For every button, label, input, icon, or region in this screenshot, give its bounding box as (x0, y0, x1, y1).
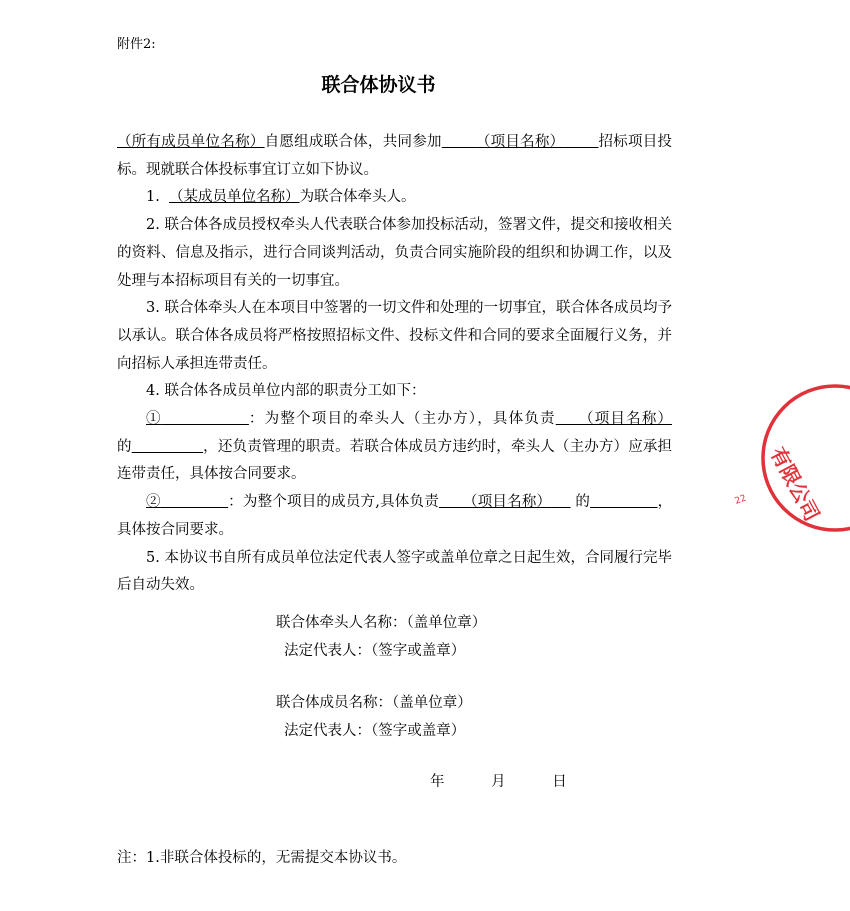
members-field: （所有成员单位名称） (117, 134, 265, 150)
clause-2: 2. 联合体各成员授权牵头人代表联合体参加投标活动，签署文件，提交和接收相关的资料、信息及指示，进行合同谈判活动，负责合同实施阶段的组织和协调工作，以及处理与本招标项目有关的一切事宜。 (117, 217, 672, 289)
date-line (430, 770, 589, 791)
seal-text: 有限公司 (765, 443, 825, 525)
clause-1: 1. （某成员单位名称）为联合体牵头人。 (146, 189, 416, 206)
intro-text-2: 招标项目投标。现就联合体投标事宜订立如下协议。 (117, 134, 673, 178)
date-day: 日 (552, 774, 567, 790)
member-signature-block (276, 690, 472, 745)
intro-text-1: 自愿组成联合体，共同参加 (264, 134, 442, 150)
date-year: 年 (430, 774, 445, 790)
lead-signature-block (276, 610, 486, 665)
footnote: 注：1.非联合体投标的，无需提交本协议书。 (117, 850, 407, 866)
item-2-project-field: （项目名称） (463, 494, 552, 511)
document-title: 联合体协议书 (321, 74, 436, 96)
item-1-blank: ① (146, 411, 162, 428)
item-2-duty-blank (590, 494, 657, 510)
item-1-project-field: （项目名称） (579, 411, 673, 428)
lead-name-line: 联合体牵头人名称：（盖单位章） (276, 615, 487, 631)
lead-member-field: （某成员单位名称） (169, 189, 300, 206)
agreement-body (117, 129, 672, 600)
member-rep-line: 法定代表人：（签字或盖章） (284, 722, 466, 739)
date-month: 月 (491, 774, 506, 790)
project-field: （项目名称） (475, 134, 565, 150)
item-1-duty-blank (132, 439, 204, 455)
item-2-blank: ② (146, 494, 161, 511)
clause-4: 4. 联合体各成员单位内部的职责分工如下： (146, 383, 426, 400)
intro-paragraph (117, 129, 672, 184)
seal-code: 22 (733, 493, 748, 507)
duty-item-2: ② ：为整个项目的成员方,具体负责 （项目名称） 的 ，具体按合同要求。 (117, 494, 673, 538)
company-seal-stamp (733, 380, 850, 550)
clause-3: 3. 联合体牵头人在本项目中签署的一切文件和处理的一切事宜，联合体各成员均予以承认。联合体各成员将严格按照招标文件、投标文件和合同的要求全面履行义务，并向招标人承担连带责任。 (117, 300, 672, 372)
member-name-line: 联合体成员名称：（盖单位章） (276, 695, 472, 711)
clause-5: 5. 本协议书自所有成员单位法定代表人签字或盖单位章之日起生效，合同履行完毕后自动失效。 (117, 549, 672, 594)
attachment-label: 附件2: (117, 37, 156, 52)
duty-item-1: ① ：为整个项目的牵头人（主办方），具体负责 （项目名称）的 ，还负责管理的职责。若联合体成员方违约时，牵头人（主办方）应承担连带责任，具体按合同要求。 (117, 411, 673, 483)
lead-rep-line: 法定代表人：（签字或盖章） (284, 642, 466, 659)
